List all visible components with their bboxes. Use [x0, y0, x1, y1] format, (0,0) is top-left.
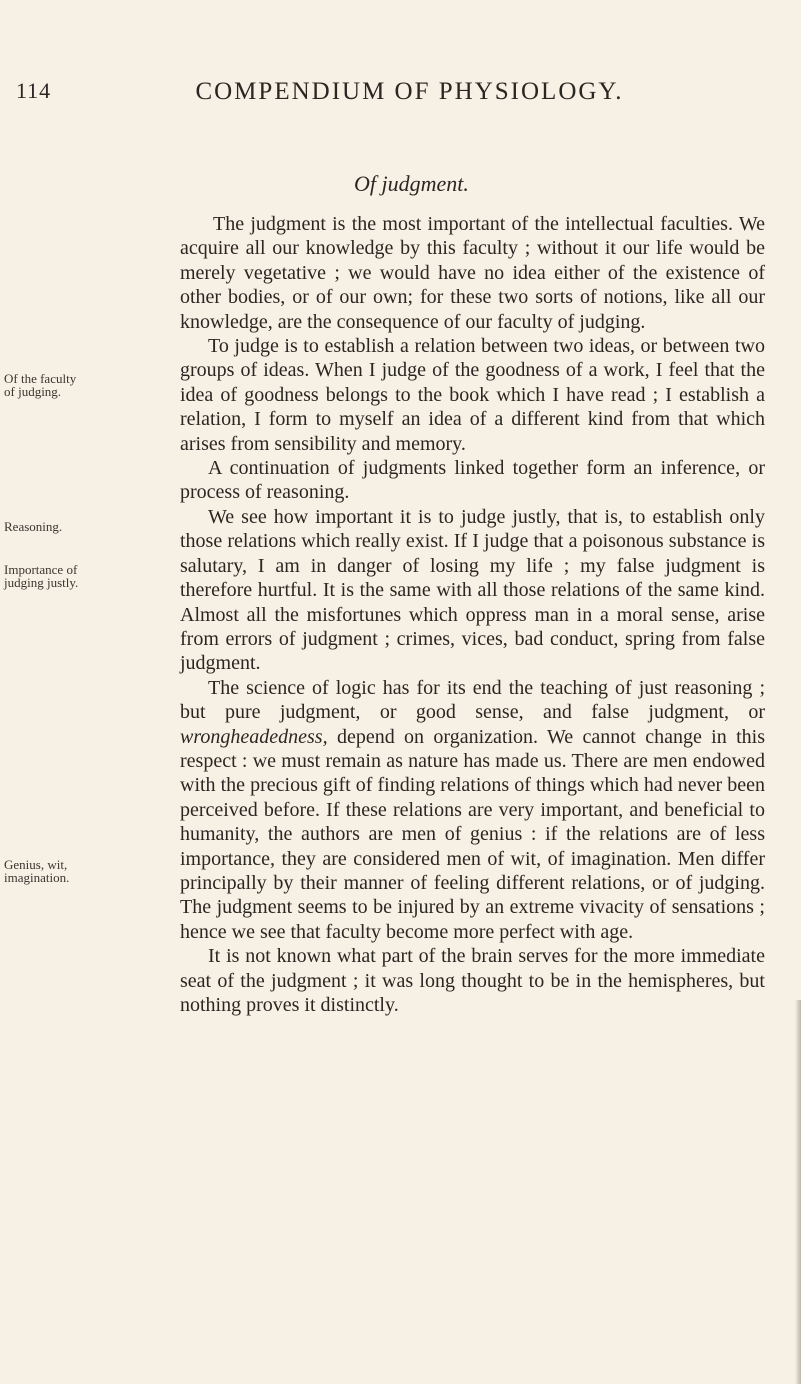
margin-note-importance: Importance of judging justly.	[4, 562, 79, 590]
paragraph-4: We see how important it is to judge justly, that is, to establish only those relations which really exist. If I judge that a poisonous substance is salutary, I am in danger of losing my life ; my false judgment is therefore hurtful. It is the same with all those relations of the same kind. Almost all the misfortunes which oppress man in a moral sense, arise from errors of judgment ; crimes, vices, bad conduct, spring from false judgment.	[180, 505, 765, 675]
paragraph-6: It is not known what part of the brain serves for the more immediate seat of the judgment ; it was long thought to be in the hemispheres, but nothing proves it distinctly.	[180, 945, 765, 1016]
paragraph-3: A continuation of judgments linked together form an inference, or process of reasoning.	[180, 457, 765, 504]
paragraph-5-italic: wrongheadedness,	[180, 725, 328, 748]
page-number: 114	[16, 78, 52, 103]
page-edge-shadow	[795, 1000, 801, 1384]
running-head: COMPENDIUM OF PHYSIOLOGY.	[195, 78, 624, 105]
paragraph-1: The judgment is the most important of the intellectual faculties. We acquire all our knowledge by this faculty ; without it our life would be merely vegetative ; we would have no idea either of the existence of other bodies, or of our own; for these two sorts of notions, like all our knowledge, are the consequence of our faculty of judging.	[180, 213, 765, 333]
margin-note-faculty: Of the faculty of judging.	[4, 371, 77, 399]
margin-note-genius: Genius, wit, imagination.	[4, 857, 70, 885]
paragraph-2: To judge is to establish a relation between two ideas, or between two groups of ideas. When I judge of the goodness of a work, I feel that the idea of goodness belongs to the book which I have read ; I establish a relation, I form to myself an idea of a different kind from that which arises from sensibility and memory.	[180, 335, 765, 455]
paragraph-5-end: depend on organization. We cannot change in this respect : we must remain as nature has made us. There are men endowed with the precious gift of finding relations of things which had never been perceived before. If these relations are very important, and beneficial to humanity, the authors are men of genius : if the relations are of less importance, they are considered men of wit, of imagination. Men differ principally by their manner of feeling different relations, or of judging. The judgment seems to be injured by an extreme vivacity of sensations ; hence we see that faculty become more perfect with age.	[180, 725, 765, 943]
margin-note-reasoning: Reasoning.	[4, 519, 63, 534]
section-title: Of judgment.	[354, 171, 469, 196]
body-text	[180, 212, 765, 1017]
paragraph-5	[180, 676, 765, 944]
paragraph-5-start: The science of logic has for its end the teaching of just reasoning ; but pure judgment, or good sense, and false judgment, or	[180, 676, 765, 724]
